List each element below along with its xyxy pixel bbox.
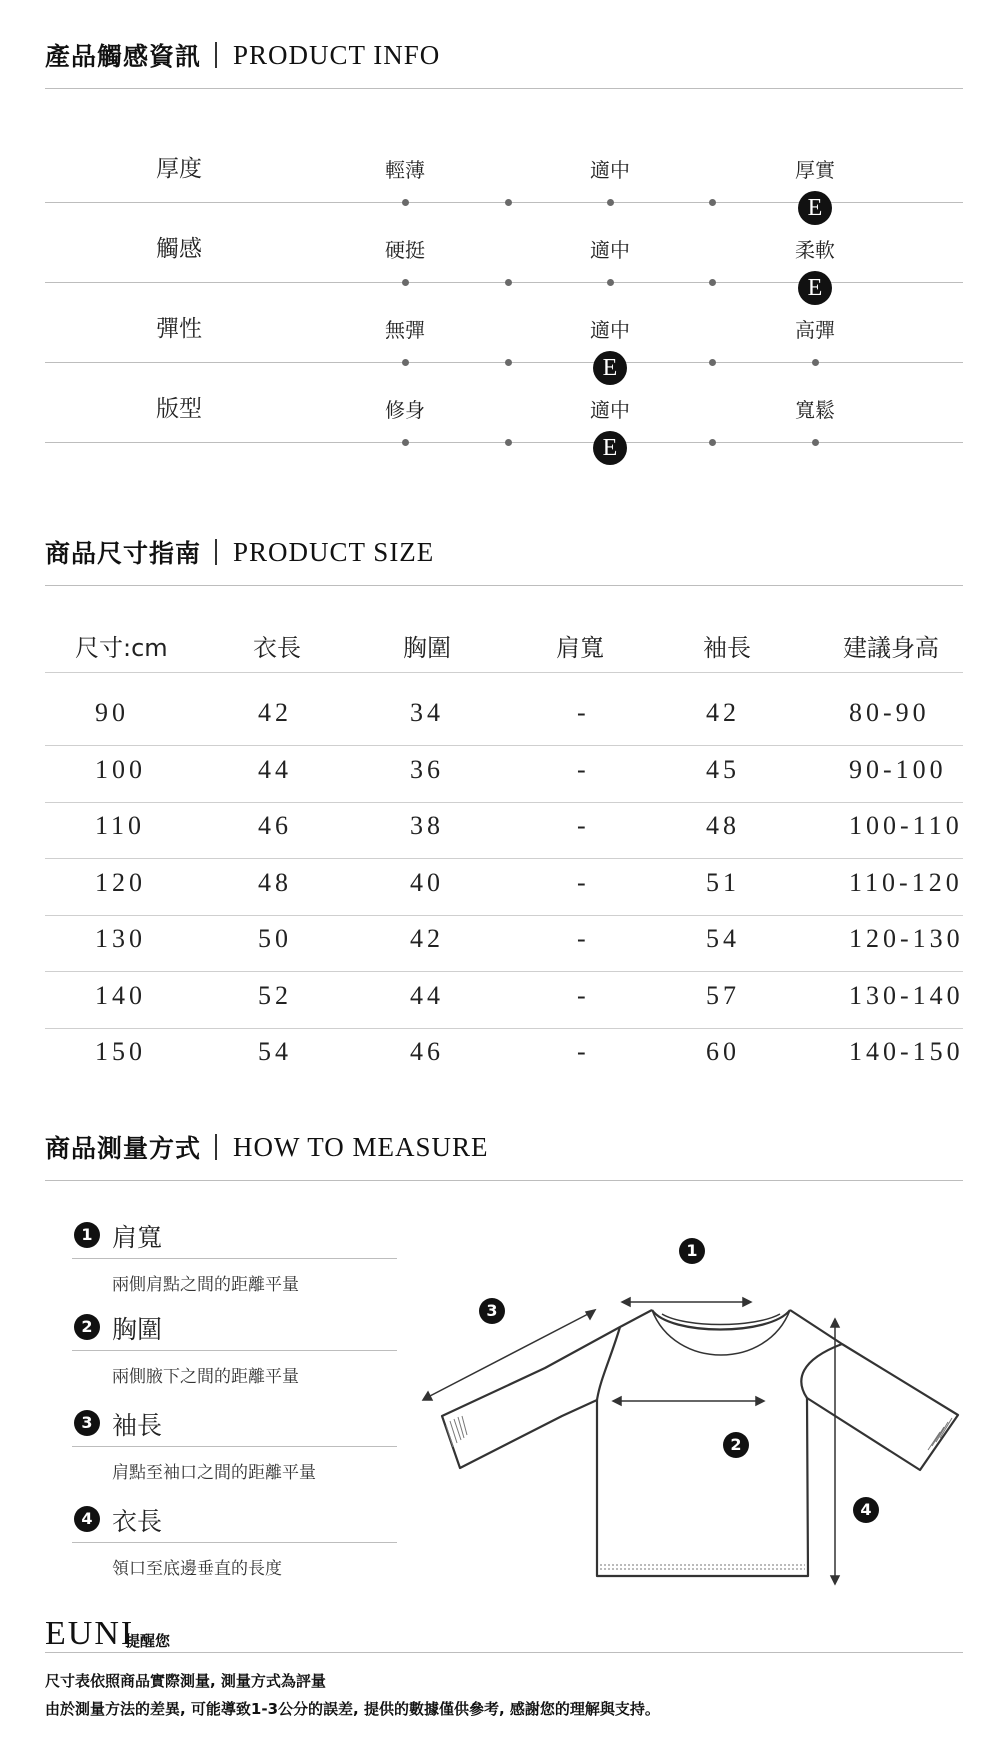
number-badge: 2 bbox=[74, 1314, 100, 1340]
section-divider bbox=[45, 1180, 963, 1181]
table-cell: 38 bbox=[410, 811, 444, 840]
header-cell: 袖長 bbox=[703, 634, 751, 662]
measure-label: 胸圍 bbox=[112, 1315, 163, 1344]
title-divider bbox=[215, 1134, 217, 1160]
table-cell: 150 bbox=[95, 1037, 146, 1066]
footer-note-2: 由於測量方法的差異, 可能導致1-3公分的誤差, 提供的數據僅供參考, 感謝您的理解與支持。 bbox=[45, 1700, 660, 1718]
table-row bbox=[0, 803, 1000, 859]
measure-item-length bbox=[72, 1502, 397, 1592]
scale-dot bbox=[402, 359, 409, 366]
scale-dot bbox=[812, 359, 819, 366]
feel-option: 修身 bbox=[385, 398, 425, 422]
table-cell: 40 bbox=[410, 867, 444, 897]
feel-option: 柔軟 bbox=[795, 238, 835, 262]
header-cell: 肩寬 bbox=[556, 634, 604, 662]
size-table-header bbox=[0, 620, 1000, 670]
feel-row bbox=[0, 230, 1000, 310]
title-divider bbox=[215, 539, 217, 565]
table-cell: - bbox=[577, 980, 590, 1010]
info-title-en: PRODUCT INFO bbox=[233, 39, 441, 70]
section-divider bbox=[45, 88, 963, 89]
table-row bbox=[0, 747, 1000, 803]
size-title-en: PRODUCT SIZE bbox=[233, 536, 435, 567]
table-cell: - bbox=[577, 924, 590, 953]
table-cell: 140-150 bbox=[849, 1037, 964, 1066]
table-cell: - bbox=[577, 1037, 590, 1066]
scale-dot bbox=[709, 279, 716, 286]
table-cell: 36 bbox=[410, 754, 444, 784]
section-divider bbox=[45, 585, 963, 586]
table-cell: 42 bbox=[258, 698, 292, 727]
collar-inner bbox=[662, 1314, 780, 1325]
diagram-badge-4: 4 bbox=[853, 1497, 879, 1523]
feel-option: 無彈 bbox=[385, 318, 425, 342]
table-cell: 120 bbox=[95, 867, 146, 897]
item-divider bbox=[72, 1446, 397, 1447]
right-armhole bbox=[801, 1344, 842, 1398]
table-cell: 110 bbox=[95, 811, 146, 840]
header-cell: 衣長 bbox=[253, 634, 301, 662]
header-cell: 建議身高 bbox=[843, 634, 939, 662]
table-cell: 54 bbox=[258, 1037, 292, 1066]
feel-name: 版型 bbox=[156, 396, 202, 422]
feel-name: 觸感 bbox=[156, 236, 202, 262]
measure-label: 袖長 bbox=[112, 1411, 163, 1440]
header-divider bbox=[45, 672, 963, 673]
table-cell: 140 bbox=[95, 980, 146, 1010]
brand-logo: EUNI bbox=[45, 1615, 135, 1652]
info-title-zh: 產品觸感資訊 bbox=[45, 42, 202, 71]
measure-title-en: HOW TO MEASURE bbox=[233, 1131, 489, 1162]
table-cell: 100 bbox=[95, 754, 146, 784]
selected-marker: E bbox=[798, 271, 832, 305]
item-divider bbox=[72, 1258, 397, 1259]
table-row bbox=[0, 973, 1000, 1029]
feel-row bbox=[0, 150, 1000, 230]
scale-dot bbox=[812, 439, 819, 446]
feel-option: 厚實 bbox=[795, 158, 835, 182]
table-cell: 52 bbox=[258, 980, 292, 1010]
table-cell: 130 bbox=[95, 924, 146, 953]
diagram-badge-3: 3 bbox=[479, 1298, 505, 1324]
feel-option: 適中 bbox=[590, 158, 630, 182]
scale-dot bbox=[505, 439, 512, 446]
selected-marker: E bbox=[798, 191, 832, 225]
footer-reminder: 提醒您 bbox=[125, 1632, 171, 1650]
table-cell: 54 bbox=[706, 924, 740, 953]
table-cell: 100-110 bbox=[849, 811, 963, 840]
table-row bbox=[0, 916, 1000, 972]
table-row bbox=[0, 690, 1000, 746]
right-cuff-rib bbox=[928, 1418, 952, 1450]
scale-dot bbox=[402, 439, 409, 446]
feel-option: 適中 bbox=[590, 238, 630, 262]
table-cell: 44 bbox=[410, 980, 444, 1010]
garment-diagram bbox=[400, 1220, 980, 1600]
table-cell: 42 bbox=[410, 924, 444, 953]
table-cell: 90-100 bbox=[849, 754, 947, 784]
table-cell: 110-120 bbox=[849, 867, 963, 897]
table-cell: 44 bbox=[258, 754, 292, 784]
scale-dot bbox=[709, 199, 716, 206]
measure-desc: 領口至底邊垂直的長度 bbox=[112, 1559, 282, 1579]
neckline bbox=[652, 1310, 790, 1355]
hem-rib bbox=[600, 1565, 805, 1569]
table-cell: 120-130 bbox=[849, 924, 964, 953]
collar-outer bbox=[652, 1310, 790, 1330]
table-cell: - bbox=[577, 867, 590, 897]
measure-item-chest bbox=[72, 1310, 397, 1400]
info-section-title bbox=[45, 35, 440, 75]
feel-option: 硬挺 bbox=[385, 238, 425, 262]
table-row bbox=[0, 1029, 1000, 1085]
table-cell: 45 bbox=[706, 754, 740, 784]
table-cell: 48 bbox=[706, 811, 740, 840]
table-cell: 46 bbox=[410, 1037, 444, 1066]
scale-dot bbox=[709, 439, 716, 446]
table-cell: 46 bbox=[258, 811, 292, 840]
title-divider bbox=[215, 42, 217, 68]
header-cell: 胸圍 bbox=[403, 634, 451, 662]
number-badge: 1 bbox=[74, 1222, 100, 1248]
table-cell: 48 bbox=[258, 867, 292, 897]
diagram-badge-2: 2 bbox=[723, 1432, 749, 1458]
measure-label: 肩寬 bbox=[112, 1223, 163, 1252]
item-divider bbox=[72, 1350, 397, 1351]
header-cell: 尺寸:cm bbox=[75, 634, 168, 662]
table-cell: 90 bbox=[95, 698, 129, 727]
measure-title-zh: 商品測量方式 bbox=[45, 1134, 202, 1163]
footer-divider bbox=[45, 1652, 963, 1653]
scale-dot bbox=[402, 199, 409, 206]
feel-row bbox=[0, 390, 1000, 470]
feel-option: 輕薄 bbox=[385, 158, 425, 182]
left-cuff-rib bbox=[446, 1416, 467, 1447]
table-cell: 80-90 bbox=[849, 698, 930, 727]
feel-option: 高彈 bbox=[795, 318, 835, 342]
scale-dot bbox=[607, 199, 614, 206]
scale-dot bbox=[402, 279, 409, 286]
measure-desc: 肩點至袖口之間的距離平量 bbox=[112, 1463, 316, 1483]
table-row bbox=[0, 860, 1000, 916]
scale-dot bbox=[505, 359, 512, 366]
table-cell: 130-140 bbox=[849, 980, 964, 1010]
number-badge: 3 bbox=[74, 1410, 100, 1436]
feel-name: 彈性 bbox=[156, 316, 202, 342]
table-cell: 51 bbox=[706, 867, 740, 897]
table-cell: - bbox=[577, 811, 590, 840]
feel-name: 厚度 bbox=[156, 156, 202, 182]
table-cell: 42 bbox=[706, 698, 740, 727]
scale-dot bbox=[505, 199, 512, 206]
footer-note-1: 尺寸表依照商品實際測量, 測量方式為評量 bbox=[45, 1672, 326, 1690]
measure-section-title bbox=[45, 1127, 489, 1167]
table-cell: 50 bbox=[258, 924, 292, 953]
size-title-zh: 商品尺寸指南 bbox=[45, 539, 202, 568]
table-cell: 57 bbox=[706, 980, 740, 1010]
measure-item-sleeve bbox=[72, 1406, 397, 1496]
diagram-badge-1: 1 bbox=[679, 1238, 705, 1264]
table-cell: 34 bbox=[410, 698, 444, 727]
measure-desc: 兩側腋下之間的距離平量 bbox=[112, 1367, 299, 1387]
feel-option: 寬鬆 bbox=[795, 398, 835, 422]
item-divider bbox=[72, 1542, 397, 1543]
size-section-title bbox=[45, 532, 434, 572]
measure-item-shoulder bbox=[72, 1218, 397, 1308]
feel-row bbox=[0, 310, 1000, 390]
table-cell: - bbox=[577, 754, 590, 784]
table-cell: 60 bbox=[706, 1037, 740, 1066]
measure-desc: 兩側肩點之間的距離平量 bbox=[112, 1275, 299, 1295]
scale-dot bbox=[505, 279, 512, 286]
measure-label: 衣長 bbox=[112, 1507, 163, 1536]
scale-dot bbox=[607, 279, 614, 286]
number-badge: 4 bbox=[74, 1506, 100, 1532]
table-cell: - bbox=[577, 698, 590, 727]
selected-marker: E bbox=[593, 431, 627, 465]
feel-option: 適中 bbox=[590, 318, 630, 342]
feel-option: 適中 bbox=[590, 398, 630, 422]
scale-dot bbox=[709, 359, 716, 366]
selected-marker: E bbox=[593, 351, 627, 385]
